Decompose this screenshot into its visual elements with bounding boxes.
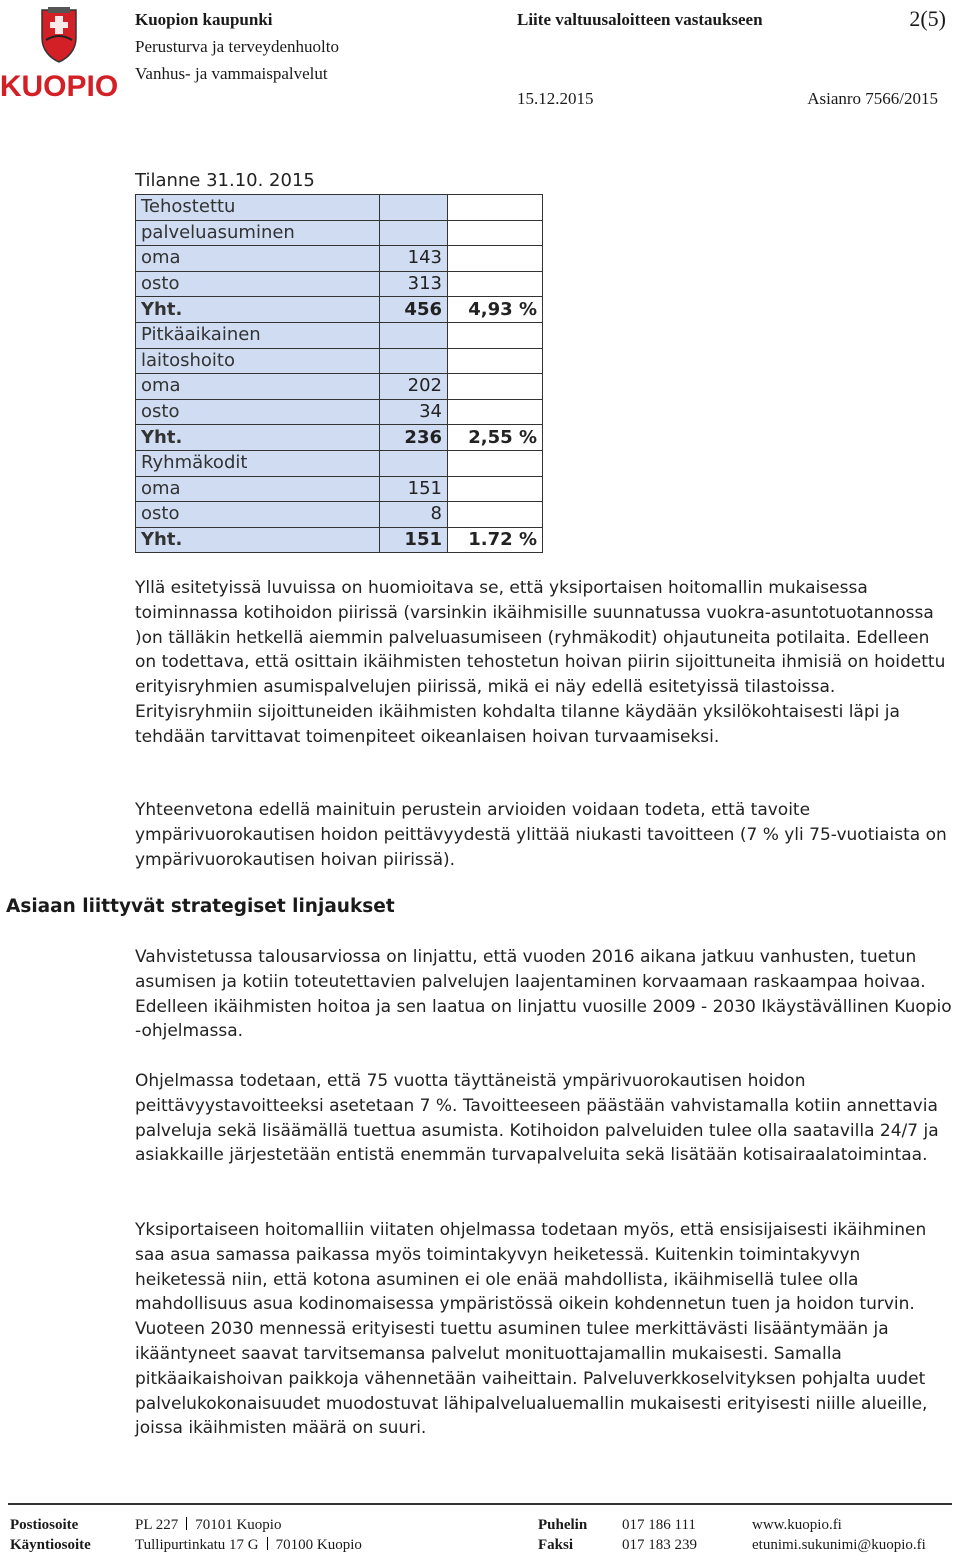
footer-postal-label: Postiosoite [10,1517,79,1533]
row-count [380,195,448,221]
statistics-section [135,168,945,553]
row-percentage: 1.72 % [448,527,543,553]
table-row [136,399,543,425]
paragraph-1: Yllä esitetyissä luvuissa on huomioitava se, että yksiportaisen hoitomallin mukaisessa toiminnassa kotihoidon piirissä (varsinkin ikäihmisille suunnatussa vuokra-asuntotuotannossa )on tälläkin hetkellä aiemmin palveluasumiseen (ryhmäkodit) ohjautuneita potilaita. Edelleen on todettava, että osittain ikäihmisten tehostetun hoivan piirin sijoittuneita ihmisiä on hoidettu erityisryhmien asumispalvelujen piirissä, mikä ei näy edellä esitetyissä tilastoissa. Erityisryhmiin sijoittuneiden ikäihmisten kohdalta tilanne käydään yksilökohtaisesti läpi ja tehdään tarvittavat toimenpiteet oikeanlaisen hoivan turvaamiseksi. [135,578,946,747]
document-title: Liite valtuusaloitteen vastaukseen [517,10,763,29]
row-percentage: 4,93 % [448,297,543,323]
table-row [136,195,543,221]
row-count: 151 [380,476,448,502]
row-percentage [448,195,543,221]
situation-date: Tilanne 31.10. 2015 [135,170,315,191]
table-row [136,374,543,400]
footer-divider [8,1503,952,1505]
footer-visit-city: 70100 Kuopio [275,1537,362,1553]
row-label: osto [136,502,380,528]
row-label: osto [136,271,380,297]
row-label: Yht. [136,527,380,553]
row-count: 236 [380,425,448,451]
row-label: Ryhmäkodit [136,450,380,476]
row-percentage [448,374,543,400]
table-row [136,502,543,528]
row-percentage [448,246,543,272]
footer-phone: 017 186 111 [622,1517,696,1533]
table-row [136,322,543,348]
row-count [380,220,448,246]
row-percentage [448,399,543,425]
row-count: 202 [380,374,448,400]
separator [267,1537,268,1550]
row-count [380,450,448,476]
table-row [136,297,543,323]
row-count: 151 [380,527,448,553]
row-label: Yht. [136,297,380,323]
separator [186,1517,187,1530]
statistics-table [135,194,543,553]
table-row [136,450,543,476]
row-count [380,322,448,348]
subdept-name: Vanhus- ja vammaispalvelut [135,64,328,83]
footer-fax: 017 183 239 [622,1537,697,1553]
row-label: oma [136,476,380,502]
footer-visit-address [135,1535,362,1555]
table-row [136,220,543,246]
row-count: 34 [380,399,448,425]
section-heading: Asiaan liittyvät strategiset linjaukset [6,896,395,917]
paragraph-5: Yksiportaiseen hoitomalliin viitaten ohjelmassa todetaan myös, että ensisijaisesti ikäihminen saa asua samassa paikassa myös toimintakyvyn heiketessä. Kuitenkin toimintakyvyn heiketessä niin, että kotona asuminen ei ole enää mahdollista, ikäihmisellä tulee olla mahdollisuus asua kodinomaisessa ympäristössä oikein kohdennetun tuen ja hoidon turvin. Vuoteen 2030 mennessä erityisesti tuettu asuminen tulee merkittävästi lisääntymään ja ikääntyneet saavat tarvitsemansa palvelut monituottajamallin mukaisesti. Samalla pitkäaikaishoivan paikkoja vähennetään vaiheittain. Palveluverkkoselvityksen pohjalta uudet palvelukokonaisuudet muodostuvat lähipalvelualuemallin mukaisesti erityisesti niille alueille, joissa ikäihmisten määrä on suuri. [135,1220,928,1439]
footer-visit-street: Tullipurtinkatu 17 G [135,1537,259,1553]
footer-email-link[interactable]: etunimi.sukunimi@kuopio.fi [752,1537,926,1553]
header-left [135,6,339,87]
row-label: Tehostettu [136,195,380,221]
row-count: 313 [380,271,448,297]
table-row [136,271,543,297]
footer-postal-address [135,1515,281,1535]
row-percentage [448,502,543,528]
footer-postal-box: PL 227 [135,1517,179,1533]
footer-postal-city: 70101 Kuopio [195,1517,282,1533]
row-percentage [448,322,543,348]
table-row [136,425,543,451]
row-label: palveluasuminen [136,220,380,246]
row-count: 456 [380,297,448,323]
row-label: oma [136,374,380,400]
row-label: Pitkäaikainen [136,322,380,348]
row-percentage [448,271,543,297]
table-row [136,527,543,553]
footer-phone-label: Puhelin [538,1517,588,1533]
org-name: Kuopion kaupunki [135,10,273,29]
footer-website-link[interactable]: www.kuopio.fi [752,1517,842,1533]
paragraph-3: Vahvistetussa talousarviossa on linjattu, että vuoden 2016 aikana jatkuu vanhusten, tuetun asumisen ja kotiin toteutettavien palvelujen laajentaminen korvaamaan raskaampaa hoivaa. Edelleen ikäihmisten hoitoa ja sen laatua on linjattu vuosille 2009 - 2030 Ikäystävällinen Kuopio -ohjelmassa. [135,947,952,1042]
row-count [380,348,448,374]
row-label: laitoshoito [136,348,380,374]
coat-of-arms-icon [0,4,119,108]
paragraph-2: Yhteenvetona edellä mainituin perustein arvioiden voidaan todeta, että tavoite ympärivuorokautisen hoidon peittävyydestä ylittää niukasti tavoitteen (7 % yli 75-vuotiaista on ympärivuorokautisen hoivan piirissä). [135,800,947,870]
table-row [136,476,543,502]
row-percentage [448,220,543,246]
row-count: 143 [380,246,448,272]
document-date: 15.12.2015 [517,89,594,108]
footer-visit-label: Käyntiosoite [10,1537,91,1553]
kuopio-logo [0,4,119,108]
row-label: Yht. [136,425,380,451]
row-count: 8 [380,502,448,528]
paragraph-4: Ohjelmassa todetaan, että 75 vuotta täyttäneistä ympärivuorokautisen hoidon peittävyystavoitteeksi asetetaan 7 %. Tavoitteeseen päästään vahvistamalla kotiin annettavia palveluja sekä lisäämällä tuettua asumista. Kotihoidon palveluiden tulee olla saatavilla 24/7 ja asiakkaille järjestetään entistä enemmän turvapalveluita sekä lisätään kotisairaalatoimintaa. [135,1071,939,1166]
row-percentage [448,450,543,476]
page-number: 2(5) [909,6,946,31]
row-label: oma [136,246,380,272]
row-percentage [448,348,543,374]
case-number: Asianro 7566/2015 [807,89,938,108]
svg-text:KUOPIO: KUOPIO [0,70,119,103]
footer-fax-label: Faksi [538,1537,574,1553]
table-row [136,348,543,374]
dept-name: Perusturva ja terveydenhuolto [135,37,339,56]
row-label: osto [136,399,380,425]
table-row [136,246,543,272]
row-percentage [448,476,543,502]
row-percentage: 2,55 % [448,425,543,451]
